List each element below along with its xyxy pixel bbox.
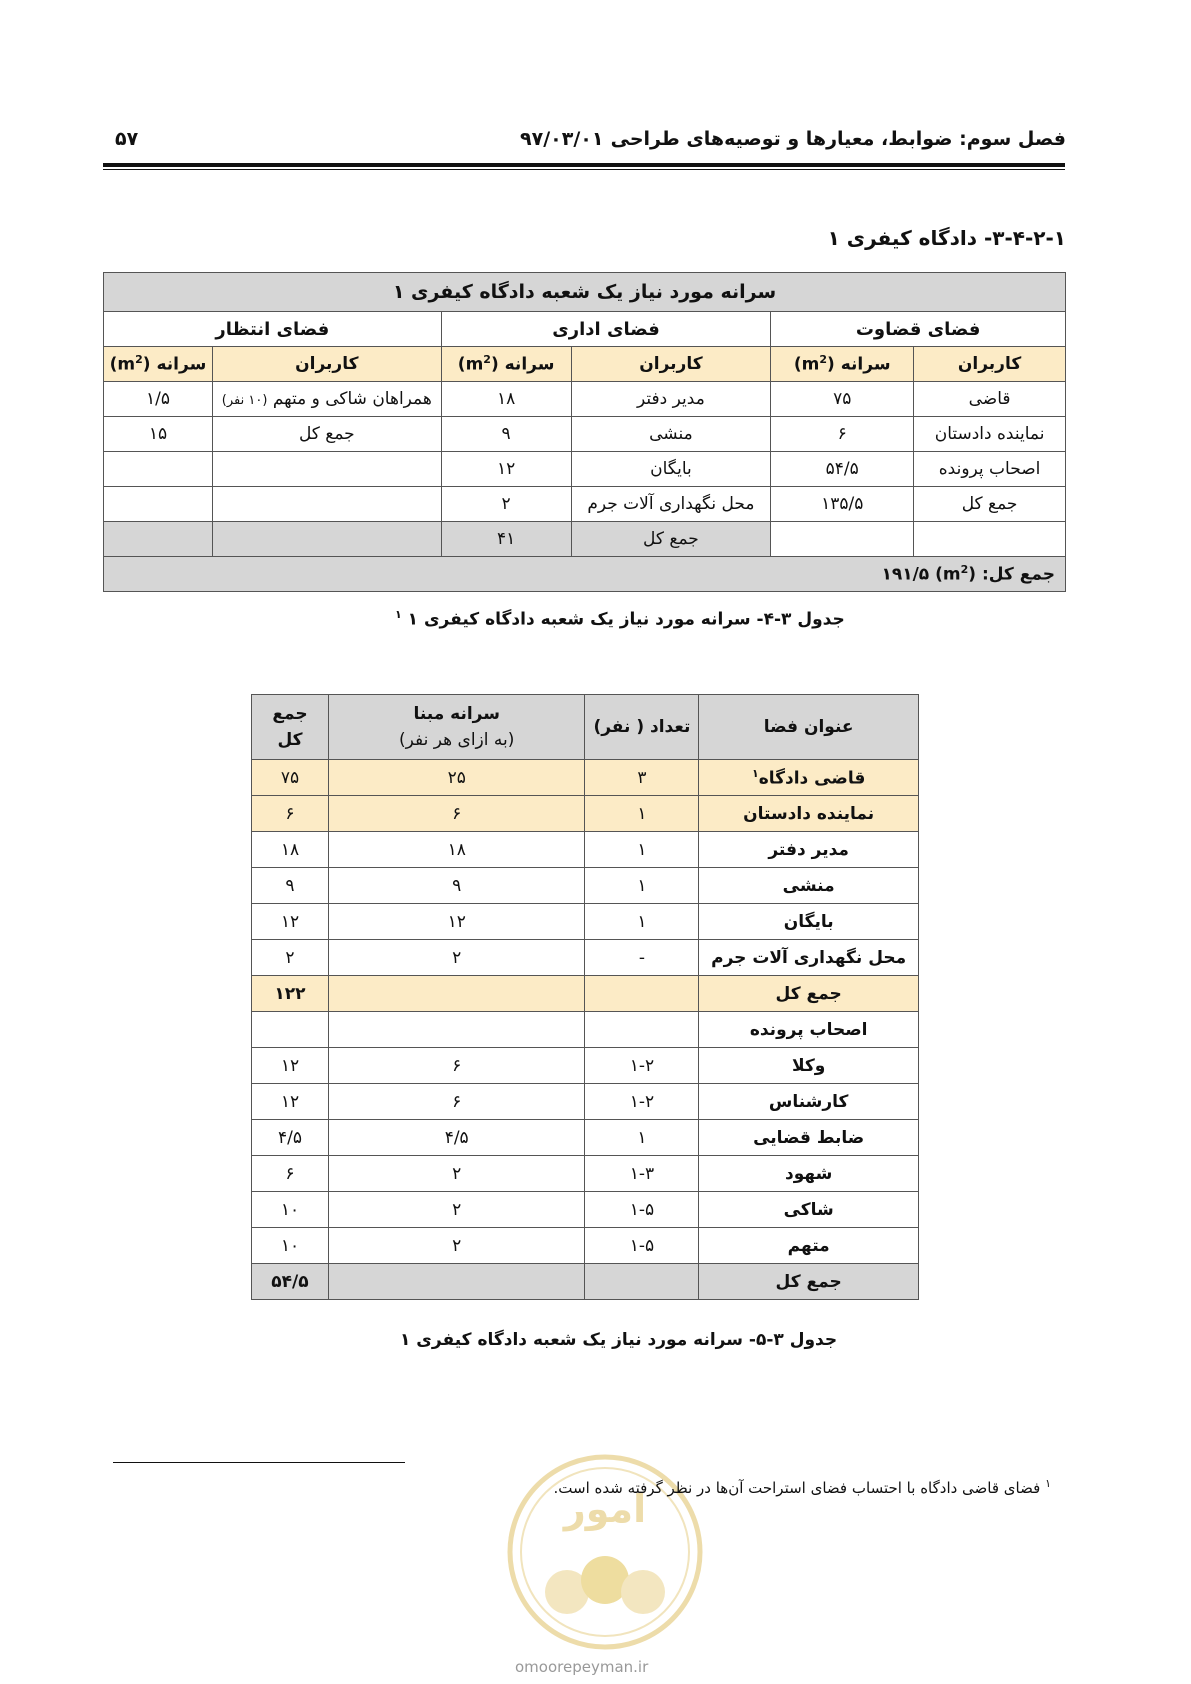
cell: قاضی	[914, 382, 1066, 417]
table1-caption	[395, 608, 845, 630]
cell-total: ۶	[252, 796, 329, 832]
cell: ۱۵	[104, 417, 213, 452]
cell: منشی	[571, 417, 771, 452]
cell: محل نگهداری آلات جرم	[571, 487, 771, 522]
page-number: ۵۷	[115, 128, 139, 150]
cell-per: ۶	[328, 1084, 585, 1120]
cell: جمع کل	[914, 487, 1066, 522]
footnote	[554, 1477, 1052, 1497]
section-title: ۳-۴-۲-۱- دادگاه کیفری ۱	[827, 226, 1066, 250]
cell-count: ۱-۲	[585, 1048, 699, 1084]
col-users: کاربران	[571, 347, 771, 382]
cell-space: منشی	[699, 868, 919, 904]
table-row	[252, 796, 919, 832]
cell-space: وکلا	[699, 1048, 919, 1084]
cell-per: ۹	[328, 868, 585, 904]
footnote-mark: ۱	[751, 766, 759, 780]
cell: ۶	[771, 417, 914, 452]
chapter-title: فصل سوم: ضوابط، معیارها و توصیه‌های طراحی	[610, 128, 1066, 150]
cell-space: کارشناس	[699, 1084, 919, 1120]
table-row	[252, 904, 919, 940]
group-judgment: فضای قضاوت	[771, 312, 1066, 347]
cell-total: ۱۲	[252, 904, 329, 940]
table2-body	[252, 760, 919, 1300]
cell	[771, 522, 914, 557]
cell-count: ۱	[585, 1120, 699, 1156]
cell-total: ۷۵	[252, 760, 329, 796]
table-row	[104, 522, 1066, 557]
cell-space: شهود	[699, 1156, 919, 1192]
cell: ۱۸	[441, 382, 571, 417]
cell-space: ضابط قضایی	[699, 1120, 919, 1156]
cell-note: (۱۰ نفر)	[221, 393, 268, 408]
cell: نماینده دادستان	[914, 417, 1066, 452]
footnote-mark: ۱	[395, 608, 402, 621]
cell: اصحاب پرونده	[914, 452, 1066, 487]
caption-text: جدول ۳-۴- سرانه مورد نیاز یک شعبه دادگاه کیفری ۱	[407, 609, 845, 630]
footnote-text: فضای قاضی دادگاه با احتساب فضای استراحت آن‌ها در نظر گرفته شده است.	[553, 1479, 1041, 1497]
cell-per: ۶	[328, 1048, 585, 1084]
cell-total: ۶	[252, 1156, 329, 1192]
header-rule-thin	[103, 169, 1065, 170]
cell-count: -	[585, 940, 699, 976]
cell: ۵۴/۵	[771, 452, 914, 487]
cell-total: ۱۲۲	[252, 976, 329, 1012]
cell: ۲	[441, 487, 571, 522]
table-row	[252, 1084, 919, 1120]
cell-count: ۱	[585, 796, 699, 832]
cell	[104, 487, 213, 522]
header-date: ۹۷/۰۳/۰۱	[520, 128, 604, 150]
cell-count: ۱-۳	[585, 1156, 699, 1192]
col-users: کاربران	[212, 347, 441, 382]
col-per-capita: سرانه $(m^2)$	[441, 347, 571, 382]
col-per-capita-line2: (به ازای هر نفر)	[399, 730, 515, 750]
cell-space: نماینده دادستان	[699, 796, 919, 832]
cell-count	[585, 976, 699, 1012]
cell-total	[252, 1012, 329, 1048]
cell-per: ۱۲	[328, 904, 585, 940]
cell-count: ۱	[585, 904, 699, 940]
watermark-url: omoorepeyman.ir	[515, 1658, 649, 1676]
col-per-capita-line1: سرانه مبنا	[413, 704, 500, 724]
cell-per	[328, 976, 585, 1012]
cell-total: ۲	[252, 940, 329, 976]
cell-space: مدیر دفتر	[699, 832, 919, 868]
cell: ۱/۵	[104, 382, 213, 417]
table2-caption: جدول ۳-۵- سرانه مورد نیاز یک شعبه دادگاه کیفری ۱	[400, 1330, 838, 1350]
cell	[104, 452, 213, 487]
cell	[212, 487, 441, 522]
cell-total: ۴/۵	[252, 1120, 329, 1156]
cell-space: محل نگهداری آلات جرم	[699, 940, 919, 976]
cell-space: اصحاب پرونده	[699, 1012, 919, 1048]
cell: جمع کل	[212, 417, 441, 452]
table-row	[252, 1120, 919, 1156]
group-waiting: فضای انتظار	[104, 312, 442, 347]
cell: ۱۳۵/۵	[771, 487, 914, 522]
cell-per: ۲	[328, 940, 585, 976]
table-row	[104, 487, 1066, 522]
col-per-capita	[328, 695, 585, 760]
cell-per: ۲	[328, 1228, 585, 1264]
cell: ۱۲	[441, 452, 571, 487]
cell	[914, 522, 1066, 557]
cell-total: ۱۲	[252, 1084, 329, 1120]
cell: جمع کل	[571, 522, 771, 557]
cell-space: قاضی دادگاه$^۱$	[699, 760, 919, 796]
col-count: تعداد ( نفر)	[585, 695, 699, 760]
table1-title: سرانه مورد نیاز یک شعبه دادگاه کیفری ۱	[104, 273, 1066, 312]
cell	[212, 382, 441, 417]
table-row	[252, 1264, 919, 1300]
cell-space: بایگان	[699, 904, 919, 940]
cell-space: شاکی	[699, 1192, 919, 1228]
cell-per	[328, 1012, 585, 1048]
cell-count	[585, 1012, 699, 1048]
cell-per: ۲۵	[328, 760, 585, 796]
cell-space: متهم	[699, 1228, 919, 1264]
col-per-capita: سرانه $(m^2)$	[104, 347, 213, 382]
cell-count: ۱-۲	[585, 1084, 699, 1120]
cell-per: ۲	[328, 1192, 585, 1228]
group-admin: فضای اداری	[441, 312, 771, 347]
cell: ۹	[441, 417, 571, 452]
cell: مدیر دفتر	[571, 382, 771, 417]
footnote-mark: ۱	[1045, 1477, 1051, 1490]
cell: بایگان	[571, 452, 771, 487]
col-per-capita: سرانه $(m^2)$	[771, 347, 914, 382]
table-row	[104, 417, 1066, 452]
table-row	[252, 1048, 919, 1084]
col-total-line1: جمع	[272, 704, 308, 724]
col-space-title: عنوان فضا	[699, 695, 919, 760]
cell-per: ۲	[328, 1156, 585, 1192]
footnote-rule	[113, 1462, 405, 1463]
col-total	[252, 695, 329, 760]
table-row	[252, 832, 919, 868]
cell-space: جمع کل	[699, 1264, 919, 1300]
table-row	[252, 1012, 919, 1048]
table-row	[252, 940, 919, 976]
cell-count: ۱	[585, 868, 699, 904]
col-total-line2: کل	[277, 730, 303, 750]
cell-total: ۵۴/۵	[252, 1264, 329, 1300]
cell-total: ۱۰	[252, 1228, 329, 1264]
cell: ۴۱	[441, 522, 571, 557]
cell-per: ۶	[328, 796, 585, 832]
table-row	[252, 1192, 919, 1228]
cell: ۷۵	[771, 382, 914, 417]
cell-total: ۱۸	[252, 832, 329, 868]
cell-count	[585, 1264, 699, 1300]
cell-count: ۱	[585, 832, 699, 868]
table-row	[252, 1156, 919, 1192]
cell-total: ۹	[252, 868, 329, 904]
cell-per	[328, 1264, 585, 1300]
cell-count: ۱-۵	[585, 1228, 699, 1264]
cell	[212, 522, 441, 557]
table-row	[104, 382, 1066, 417]
per-capita-table-2	[251, 694, 919, 1300]
table-row	[252, 868, 919, 904]
table-row	[252, 760, 919, 796]
cell	[104, 522, 213, 557]
cell-per: ۱۸	[328, 832, 585, 868]
cell-per: ۴/۵	[328, 1120, 585, 1156]
cell-total: ۱۰	[252, 1192, 329, 1228]
cell-count: ۳	[585, 760, 699, 796]
header-rule	[103, 163, 1065, 167]
svg-text:امور: امور	[563, 1487, 647, 1531]
cell-space: جمع کل	[699, 976, 919, 1012]
table-row	[104, 452, 1066, 487]
per-capita-table-1	[103, 272, 1066, 592]
table-row	[252, 976, 919, 1012]
grand-total: جمع کل: $(m^2)$ ۱۹۱/۵	[104, 557, 1066, 592]
table-row	[252, 1228, 919, 1264]
cell-text: همراهان شاکی و متهم	[272, 389, 432, 409]
cell-total: ۱۲	[252, 1048, 329, 1084]
cell-count: ۱-۵	[585, 1192, 699, 1228]
col-users: کاربران	[914, 347, 1066, 382]
cell	[212, 452, 441, 487]
